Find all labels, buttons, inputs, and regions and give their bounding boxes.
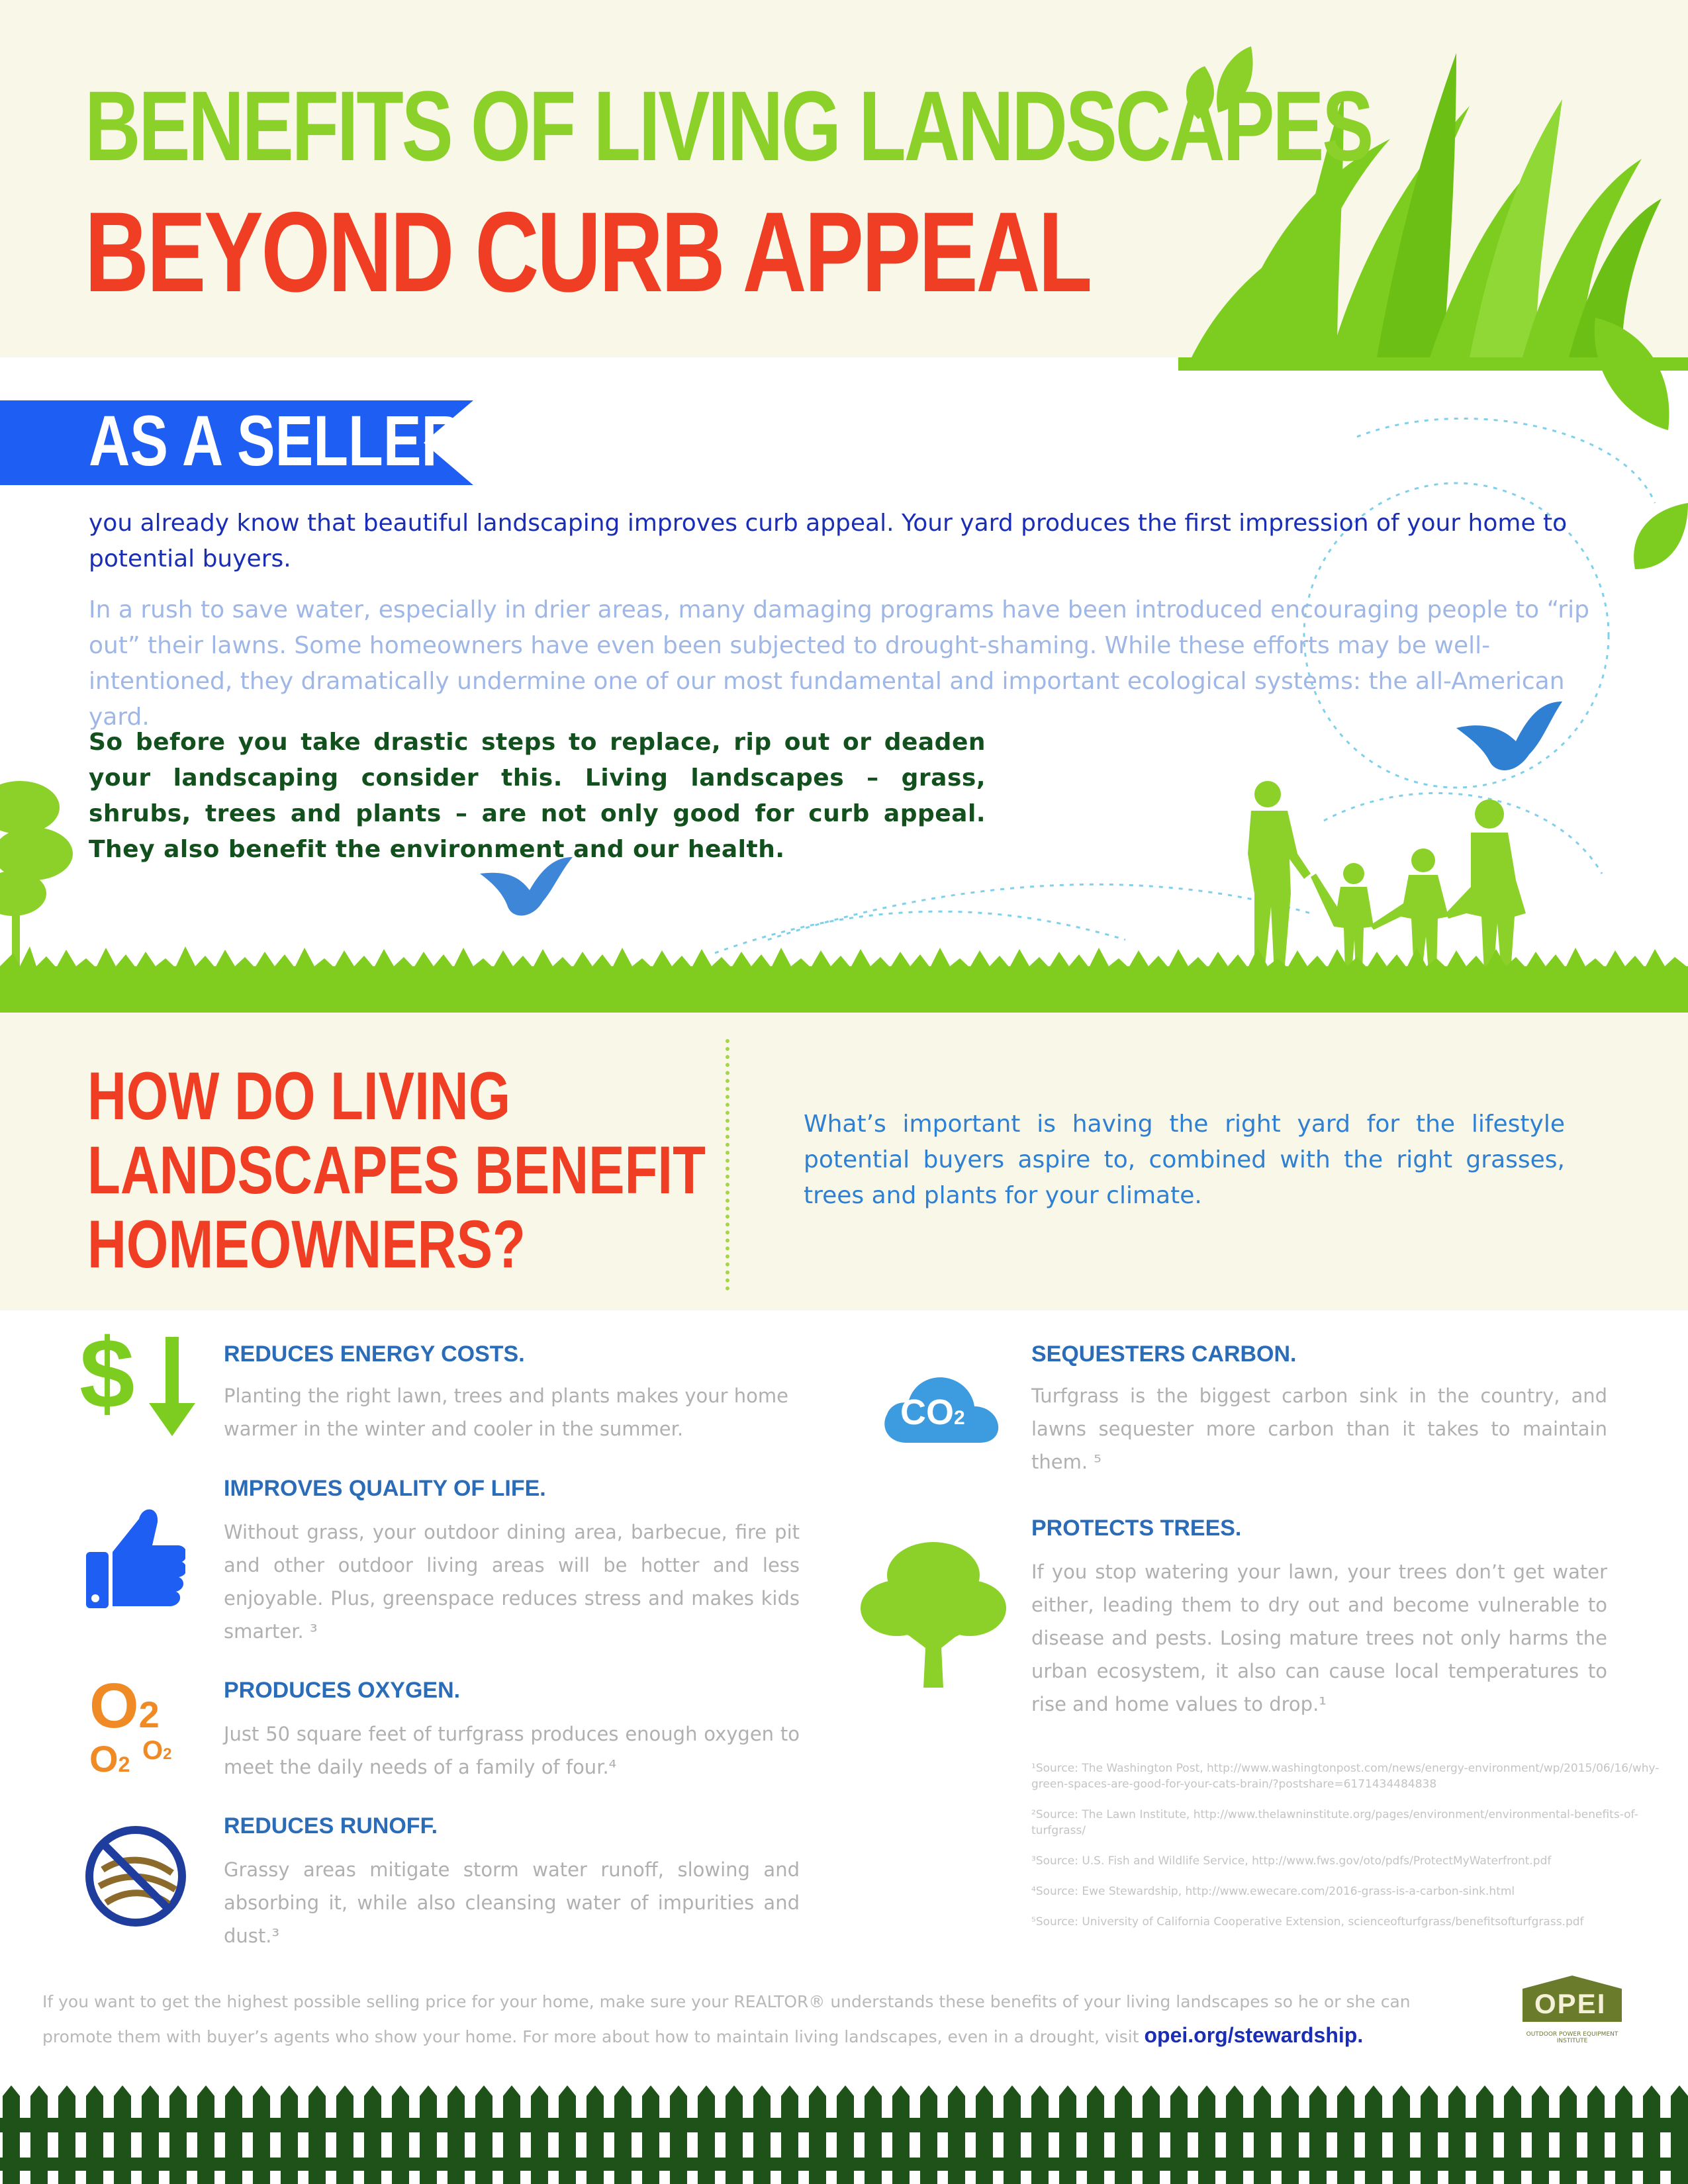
oxygen-small-1-subscript: 2 [118, 1752, 130, 1776]
fence-picket [420, 2085, 437, 2184]
fence-picket [809, 2085, 826, 2184]
benefit-heading-trees: PROTECTS TREES. [1031, 1516, 1242, 1541]
fence-picket [1254, 2085, 1271, 2184]
fence-picket [114, 2085, 131, 2184]
fence-picket [1337, 2085, 1354, 2184]
fence-picket [1587, 2085, 1605, 2184]
fence-picket [1170, 2085, 1188, 2184]
source-5: ⁵Source: University of California Cooperative Extension, scienceofturfgrass/benefitsofturfgrass.pdf [1031, 1915, 1584, 1929]
down-arrow-icon [146, 1337, 199, 1436]
fence-picket [920, 2085, 937, 2184]
fence-picket [1198, 2085, 1215, 2184]
benefit-text-energy: Planting the right lawn, trees and plants makes your home warmer in the winter and cooler in the summer. [224, 1385, 789, 1440]
grass-band [0, 966, 1688, 1013]
oxygen-small-2-subscript: 2 [163, 1745, 172, 1763]
main-subtitle: BEYOND CURB APPEAL [85, 189, 1091, 316]
fence-picket [475, 2085, 492, 2184]
fence-picket [1615, 2085, 1632, 2184]
fence-picket [364, 2085, 381, 2184]
fence-picket [948, 2085, 965, 2184]
benefit-text-carbon: Turfgrass is the biggest carbon sink in the country, and lawns sequester more carbon than it takes to maintain them. ⁵ [1031, 1385, 1607, 1473]
source-4: ⁴Source: Ewe Stewardship, http://www.ewecare.com/2016-grass-is-a-carbon-sink.html [1031, 1885, 1515, 1898]
source-1: ¹Source: The Washington Post, http://www.washingtonpost.com/news/energy-environment/wp/2015/06/16/why-green-spaces-are-good-for-your-cats-brain/?postshare=6171434484838 [1031, 1762, 1660, 1791]
fence-picket [336, 2085, 353, 2184]
oxygen-large-letter: O [89, 1670, 139, 1741]
dollar-sign: $ [79, 1318, 135, 1429]
fence-picket [531, 2085, 548, 2184]
fence-picket [1309, 2085, 1327, 2184]
fence-picket [1282, 2085, 1299, 2184]
fence-picket [726, 2085, 743, 2184]
fence-picket [614, 2085, 632, 2184]
fence-picket [1393, 2085, 1410, 2184]
fence-picket [753, 2085, 771, 2184]
benefit-heading-oxygen: PRODUCES OXYGEN. [224, 1678, 461, 1703]
seller-paragraph: In a rush to save water, especially in drier areas, many damaging programs have been introduced encouraging people to “rip out” their lawns. Some homeowners have even been subjected to drought-shaming. While these efforts may be well-intentioned, they dramatically undermine one of our most fundamental and important ecological systems: the all-American yard. [89, 596, 1589, 731]
seller-intro: you already know that beautiful landscaping improves curb appeal. Your yard produces the first impression of your home to potential buyers. [89, 510, 1568, 572]
fence-picket [253, 2085, 270, 2184]
fence-picket [1532, 2085, 1549, 2184]
fence-picket [142, 2085, 159, 2184]
fence-picket [503, 2085, 520, 2184]
oxygen-icon [89, 1670, 189, 1787]
question-heading [87, 1059, 706, 1281]
fence-picket [3, 2085, 20, 2184]
benefit-heading-quality: IMPROVES QUALITY OF LIFE. [224, 1476, 546, 1501]
tree-icon [861, 1535, 1006, 1688]
seller-heading: AS A SELLER [89, 400, 463, 480]
oxygen-small-1-letter: O [89, 1738, 118, 1780]
fence-picket [281, 2085, 298, 2184]
fence-picket [1671, 2085, 1688, 2184]
fence-picket [1421, 2085, 1438, 2184]
benefit-text-oxygen: Just 50 square feet of turfgrass produces enough oxygen to meet the daily needs of a family of four.⁴ [224, 1723, 800, 1778]
benefit-text-runoff: Grassy areas mitigate storm water runoff, slowing and absorbing it, while also cleansing water of impurities and dust.³ [224, 1858, 800, 1947]
fence-picket [1059, 2085, 1076, 2184]
source-3: ³Source: U.S. Fish and Wildlife Service, http://www.fws.gov/oto/pdfs/ProtectMyWaterfront.pdf [1031, 1854, 1552, 1868]
fence-picket [169, 2085, 187, 2184]
benefit-text-quality: Without grass, your outdoor dining area, barbecue, fire pit and other outdoor living areas will be hotter and less enjoyable. Plus, greenspace reduces stress and makes kids smarter. ³ [224, 1521, 800, 1643]
question-side-text: What’s important is having the right yard for the lifestyle potential buyers aspire to, combined with the right grasses, trees and plants for your climate. [804, 1111, 1565, 1209]
opei-caption: OUTDOOR POWER EQUIPMENT INSTITUTE [1526, 2031, 1618, 2044]
source-2: ²Source: The Lawn Institute, http://www.thelawninstitute.org/pages/environment/environmental-benefits-of-turfgrass/ [1031, 1808, 1638, 1837]
oxygen-small-2 [142, 1737, 171, 1764]
opei-logo-text: OPEI [1534, 1988, 1607, 2019]
benefit-text-trees: If you stop watering your lawn, your trees don’t get water either, leading them to dry out and become vulnerable to disease and pests. Losing mature trees not only harms the urban ecosystem, it also can cause local temperatures to rise and home values to drop.¹ [1031, 1561, 1607, 1715]
fence-picket [1504, 2085, 1521, 2184]
co2-label-text: CO [900, 1392, 954, 1432]
benefit-heading-energy: REDUCES ENERGY COSTS. [224, 1342, 525, 1367]
footer-body: If you want to get the highest possible selling price for your home, make sure your REALTOR® understands these benefits of your living landscapes so he or she can promote them with buyer’s agents who show your home. For more about how to maintain living landscapes, even in a drought, visit [42, 1992, 1411, 2046]
fence-picket [58, 2085, 75, 2184]
fence-picket [1643, 2085, 1660, 2184]
fence-picket [670, 2085, 687, 2184]
fence-picket [1560, 2085, 1577, 2184]
benefit-heading-carbon: SEQUESTERS CARBON. [1031, 1342, 1297, 1367]
fence-picket [559, 2085, 576, 2184]
fence-picket [392, 2085, 409, 2184]
fence-picket [642, 2085, 659, 2184]
co2-label [900, 1394, 965, 1430]
benefit-heading-runoff: REDUCES RUNOFF. [224, 1813, 438, 1839]
fence-picket [586, 2085, 604, 2184]
fence-picket [1031, 2085, 1049, 2184]
stewardship-link[interactable]: opei.org/stewardship. [1144, 2023, 1364, 2047]
main-title: BENEFITS OF LIVING LANDSCAPES [85, 70, 1372, 181]
no-runoff-icon [83, 1823, 189, 1929]
fence-picket [837, 2085, 854, 2184]
oxygen-large-subscript: 2 [138, 1694, 160, 1735]
fence-picket [865, 2085, 882, 2184]
fence-picket [197, 2085, 214, 2184]
dotted-divider [726, 1039, 729, 1291]
fence-picket [976, 2085, 993, 2184]
opei-logo [1516, 1976, 1628, 2048]
oxygen-large [89, 1670, 160, 1741]
fence-picket [1448, 2085, 1466, 2184]
fence-picket [892, 2085, 910, 2184]
fence-picket [698, 2085, 715, 2184]
fence-picket [447, 2085, 465, 2184]
fence-picket [1143, 2085, 1160, 2184]
question-heading-line3: HOMEOWNERS? [87, 1206, 526, 1282]
fence-picket [225, 2085, 242, 2184]
oxygen-small-2-letter: O [142, 1736, 164, 1765]
question-heading-line1: HOW DO LIVING [87, 1058, 511, 1134]
fence-picket [1226, 2085, 1243, 2184]
dollar-down-icon [79, 1318, 199, 1436]
fence-picket [1087, 2085, 1104, 2184]
fence-decoration [0, 2081, 1688, 2184]
fence-picket [86, 2085, 103, 2184]
footer-text [42, 1985, 1485, 2054]
fence-picket [1476, 2085, 1493, 2184]
oxygen-small-1 [89, 1738, 130, 1780]
co2-subscript: 2 [954, 1407, 965, 1429]
seller-consider: So before you take drastic steps to replace, rip out or deaden your landscaping consider this. Living landscapes – grass, shrubs, trees and plants – are not only good for curb appeal. They also benefit the environment and our health. [89, 729, 986, 863]
thumbs-up-icon [86, 1506, 185, 1612]
fence-picket [308, 2085, 326, 2184]
fence-picket [1115, 2085, 1132, 2184]
fence-picket [30, 2085, 48, 2184]
question-heading-line2: LANDSCAPES BENEFIT [87, 1132, 706, 1208]
fence-picket [1004, 2085, 1021, 2184]
fence-picket [781, 2085, 798, 2184]
fence-picket [1365, 2085, 1382, 2184]
co2-cloud-icon [880, 1367, 1000, 1446]
bird-icon [1456, 702, 1562, 774]
bird-icon [480, 854, 573, 920]
